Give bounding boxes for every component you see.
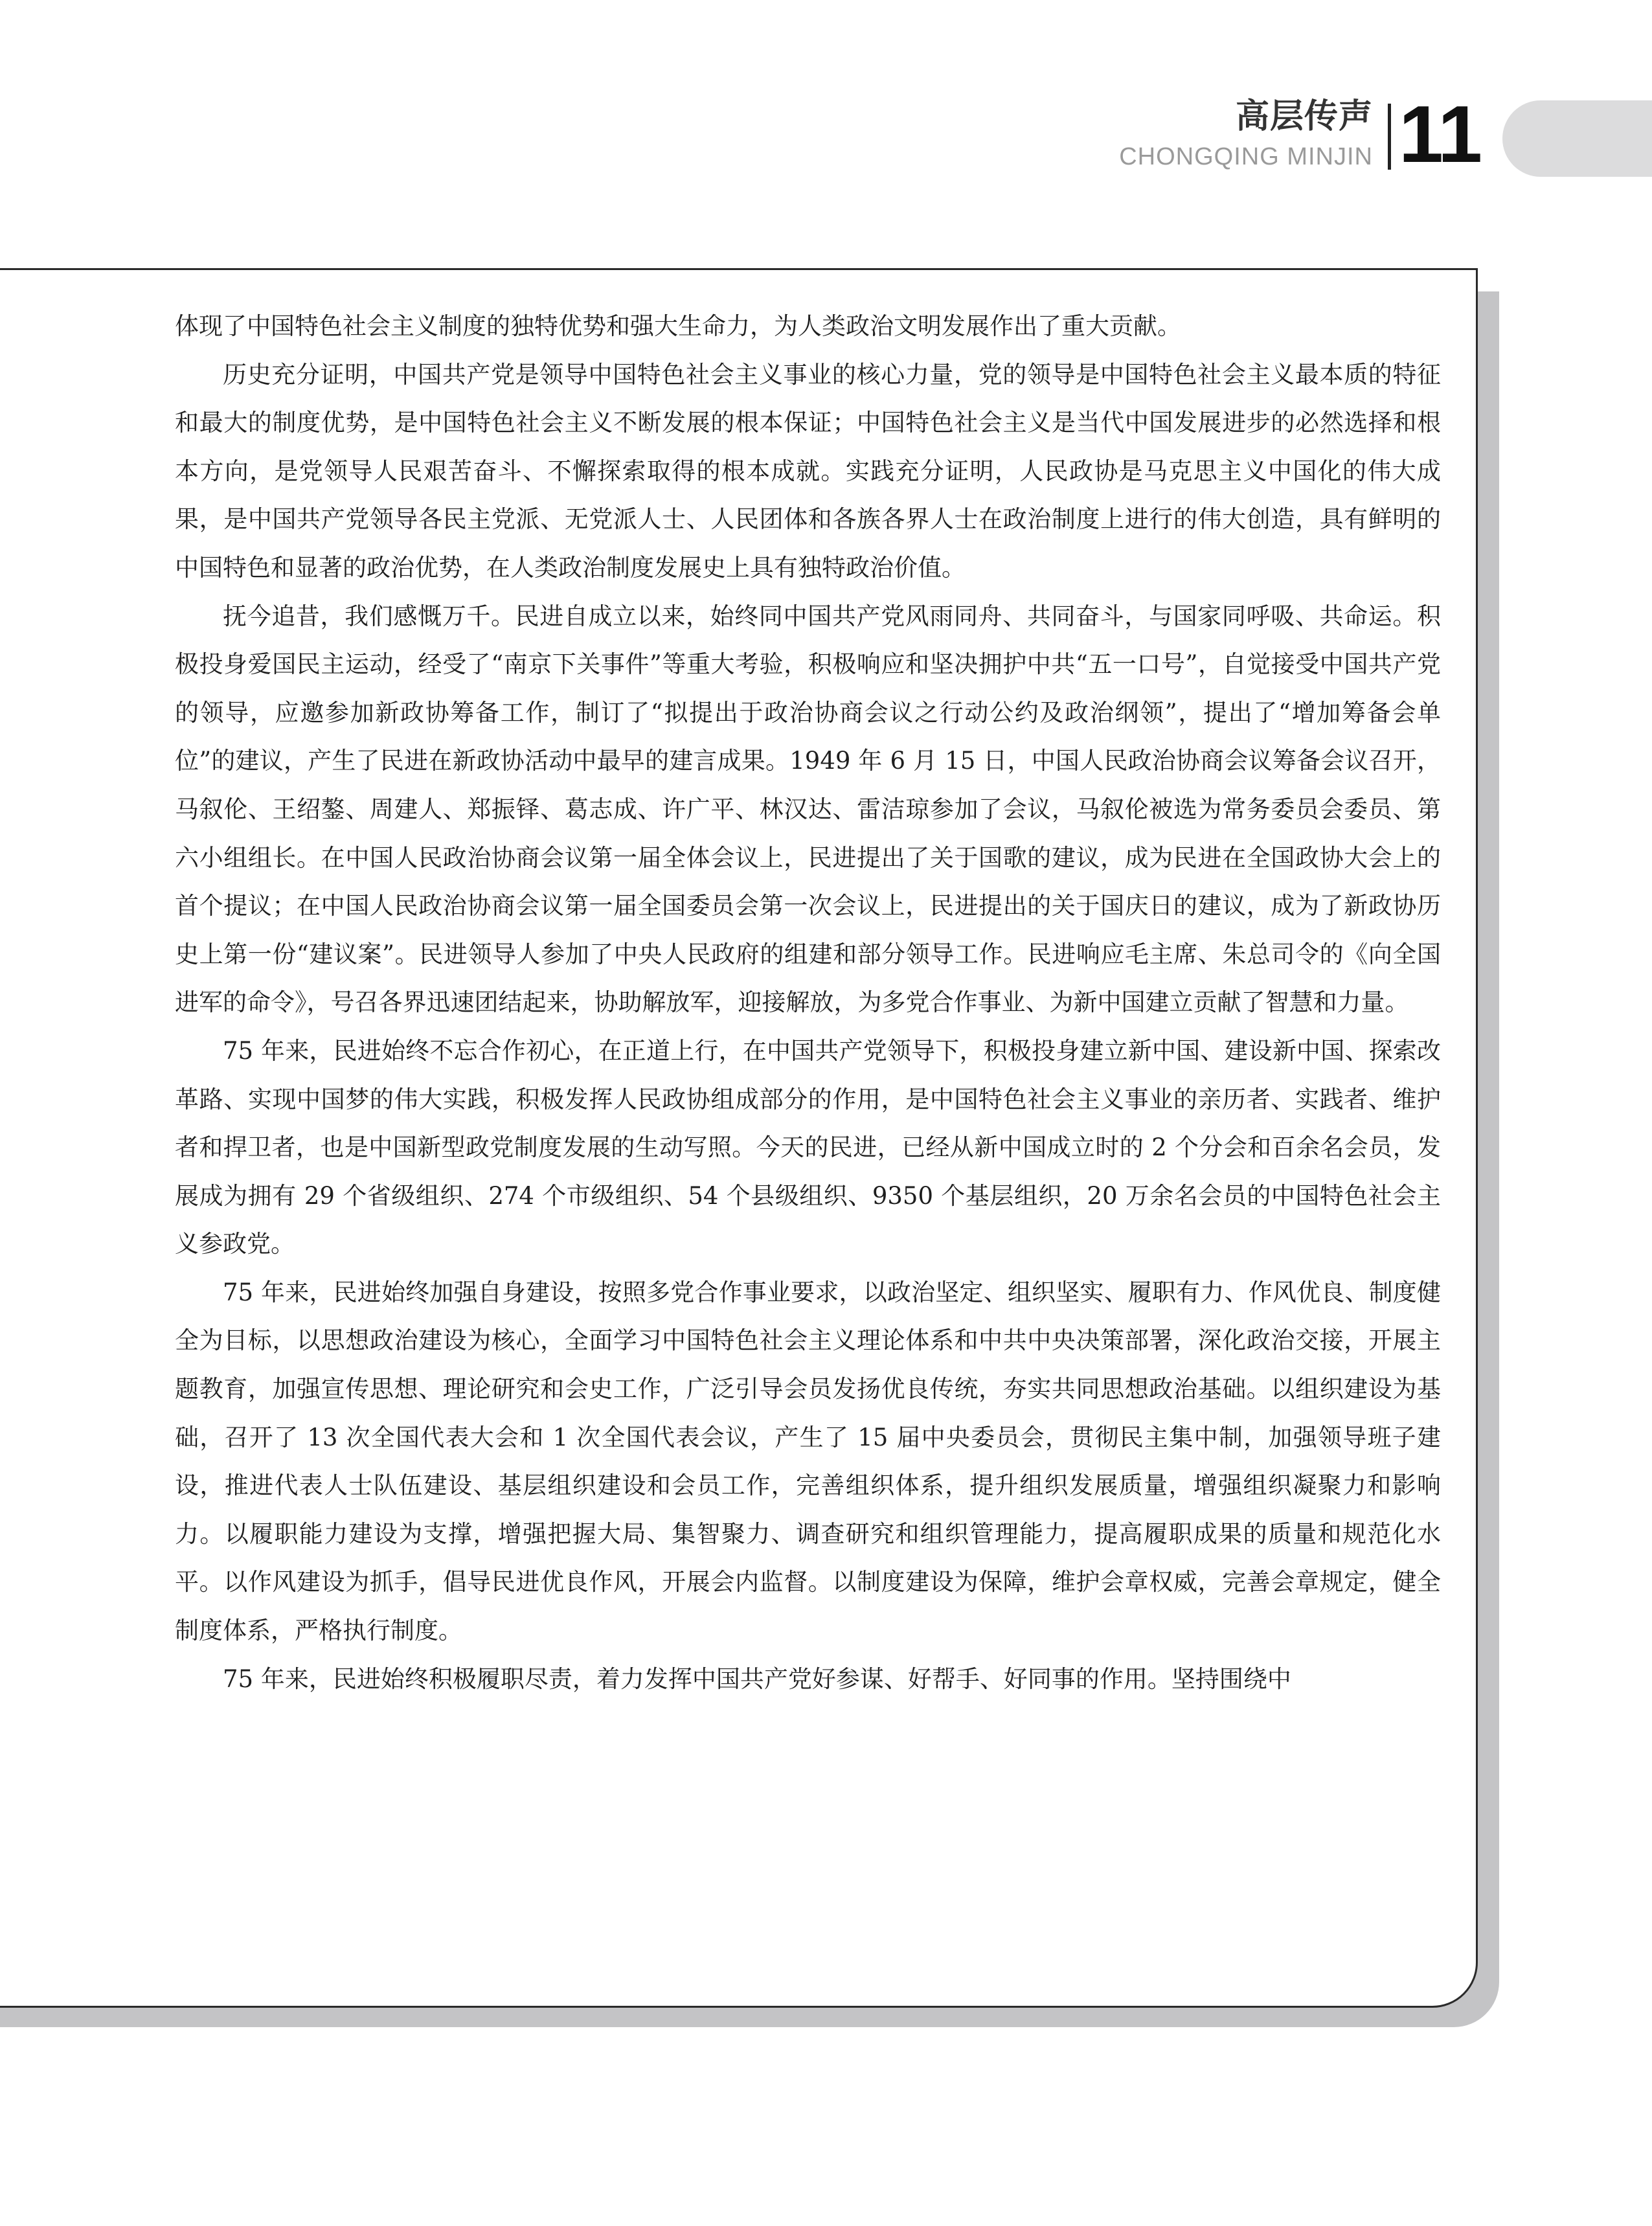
paragraph: 75 年来，民进始终积极履职尽责，着力发挥中国共产党好参谋、好帮手、好同事的作用。坚持围绕中 — [223, 1664, 1291, 1693]
paragraph: 抚今追昔，我们感慨万千。民进自成立以来，始终同中国共产党风雨同舟、共同奋斗，与国家同呼吸、共命运。积极投身爱国民主运动，经受了“南京下关事件”等重大考验，积极响应和坚决拥护中共“五一口号”，自觉接受中国共产党的领导，应邀参加新政协筹备工作，制订了“拟提出于政治协商会议之行动公约及政治纲领”，提出了“增加筹备会单位”的建议，产生了民进在新政协活动中最早的建言成果。1949 年 6 月 15 日，中国人民政治协商会议筹备会议召开，马叙伦、王绍鏊、周建人、郑振铎、葛志成、许广平、林汉达、雷洁琼参加了会议，马叙伦被选为常务委员会委员、第六小组组长。在中国人民政治协商会议第一届全体会议上，民进提出了关于国歌的建议，成为民进在全国政协大会上的首个提议；在中国人民政治协商会议第一届全国委员会第一次会议上，民进提出的关于国庆日的建议，成为了新政协历史上第一份“建议案”。民进领导人参加了中央人民政府的组建和部分领导工作。民进响应毛主席、朱总司令的《向全国进军的命令》，号召各界迅速团结起来，协助解放军，迎接解放，为多党合作事业、为新中国建立贡献了智慧和力量。 — [175, 602, 1441, 1017]
paragraph: 75 年来，民进始终加强自身建设，按照多党合作事业要求，以政治坚定、组织坚实、履职有力、作风优良、制度健全为目标，以思想政治建设为核心，全面学习中国特色社会主义理论体系和中共中央决策部署，深化政治交接，开展主题教育，加强宣传思想、理论研究和会史工作，广泛引导会员发扬优良传统，夯实共同思想政治基础。以组织建设为基础，召开了 13 次全国代表大会和 1 次全国代表会议，产生了 15 届中央委员会，贯彻民主集中制，加强领导班子建设，推进代表人士队伍建设、基层组织建设和会员工作，完善组织体系，提升组织发展质量，增强组织凝聚力和影响力。以履职能力建设为支撑，增强把握大局、集智聚力、调查研究和组织管理能力，提高履职成果的质量和规范化水平。以作风建设为抓手，倡导民进优良作风，开展会内监督。以制度建设为保障，维护会章权威，完善会章规定，健全制度体系，严格执行制度。 — [175, 1278, 1441, 1645]
paragraph: 历史充分证明，中国共产党是领导中国特色社会主义事业的核心力量，党的领导是中国特色社会主义最本质的特征和最大的制度优势，是中国特色社会主义不断发展的根本保证；中国特色社会主义是当代中国发展进步的必然选择和根本方向，是党领导人民艰苦奋斗、不懈探索取得的根本成就。实践充分证明，人民政协是马克思主义中国化的伟大成果，是中国共产党领导各民主党派、无党派人士、人民团体和各族各界人士在政治制度上进行的伟大创造，具有鲜明的中国特色和显著的政治优势，在人类政治制度发展史上具有独特政治价值。 — [175, 360, 1441, 582]
section-title: 高层传声 — [1235, 97, 1373, 136]
paragraph: 体现了中国特色社会主义制度的独特优势和强大生命力，为人类政治文明发展作出了重大贡献。 — [175, 312, 1181, 340]
article-body — [175, 302, 1441, 1703]
header-divider — [1388, 104, 1391, 170]
page-tab-decoration — [1502, 100, 1652, 177]
section-subtitle: CHONGQING MINJIN — [1119, 143, 1373, 170]
paragraph: 75 年来，民进始终不忘合作初心，在正道上行，在中国共产党领导下，积极投身建立新中国、建设新中国、探索改革路、实现中国梦的伟大实践，积极发挥人民政协组成部分的作用，是中国特色社会主义事业的亲历者、实践者、维护者和捍卫者，也是中国新型政党制度发展的生动写照。今天的民进，已经从新中国成立时的 2 个分会和百余名会员，发展成为拥有 29 个省级组织、274 个市级组织、54 个县级组织、9350 个基层组织，20 万余名会员的中国特色社会主义参政党。 — [175, 1036, 1441, 1258]
page-number: 11 — [1399, 90, 1482, 179]
